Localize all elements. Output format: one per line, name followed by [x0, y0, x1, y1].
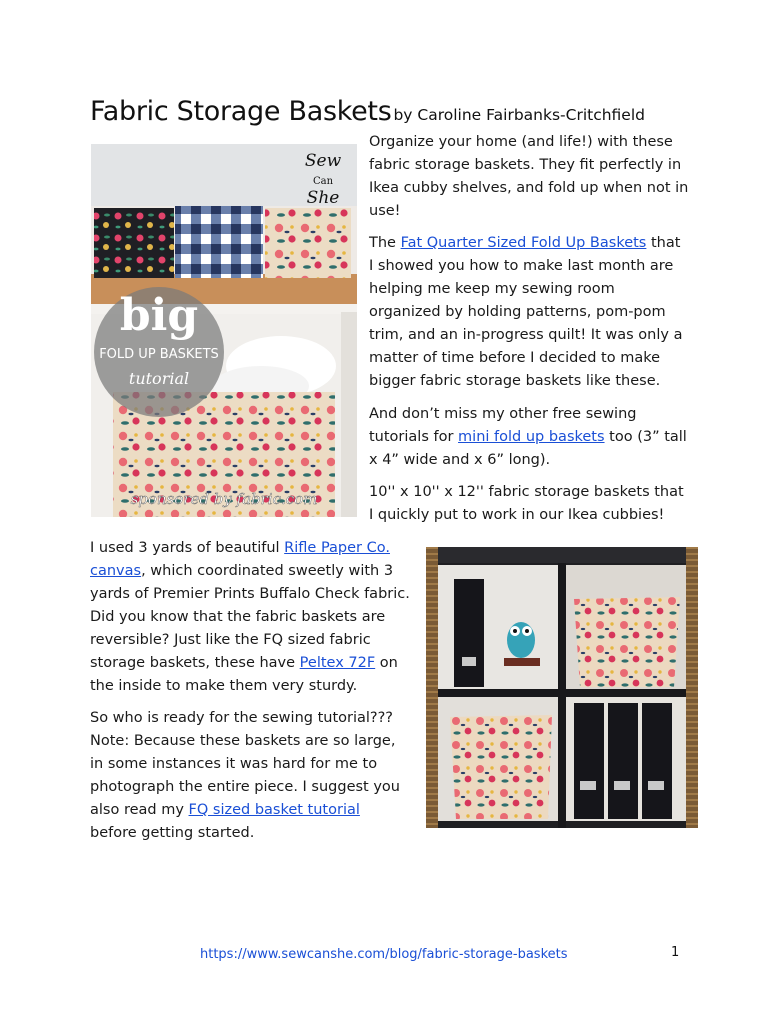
- canvas-post: on the inside to make them very sturdy.: [90, 655, 398, 694]
- mini-fold-up-baskets-link[interactable]: mini fold up baskets: [458, 429, 605, 445]
- ready-post: before getting started.: [90, 825, 255, 841]
- ready-pre: So who is ready for the sewing tutorial??? Note: Because these baskets are so large, in some instances it was hard for me to photograph the entire piece. I suggest you also read my: [90, 710, 400, 818]
- mini-baskets-paragraph: [369, 403, 689, 472]
- fq-pre: The: [369, 235, 401, 251]
- page-title: Fabric Storage Baskets: [90, 96, 392, 127]
- sponsor-text: sponsored by fabric.com: [130, 490, 318, 508]
- fq-baskets-paragraph: [369, 232, 689, 393]
- fq-basket-tutorial-link[interactable]: FQ sized basket tutorial: [188, 802, 360, 818]
- badge-big-text: big: [119, 290, 199, 341]
- photo-basket-collage: [91, 144, 357, 517]
- badge-line-text: FOLD UP BASKETS: [99, 347, 219, 362]
- peltex-72f-link[interactable]: Peltex 72F: [299, 655, 376, 671]
- title-row: [90, 96, 645, 127]
- rifle-paper-canvas-link[interactable]: Rifle Paper Co. canvas: [90, 540, 390, 579]
- fat-quarter-baskets-link[interactable]: Fat Quarter Sized Fold Up Baskets: [400, 235, 647, 251]
- badge-tutorial-text: tutorial: [128, 369, 190, 388]
- mini-pre: And don’t miss my other free sewing tutorials for: [369, 406, 637, 445]
- byline: by Caroline Fairbanks-Critchfield: [393, 106, 645, 124]
- mini-post: too (3” tall x 4” wide and x 6” long).: [369, 429, 687, 468]
- footer-url[interactable]: https://www.sewcanshe.com/blog/fabric-storage-baskets: [200, 947, 568, 962]
- caption-text: 10'' x 10'' x 12'' fabric storage baskets that I quickly put to work in our Ikea cubbies!: [369, 484, 684, 523]
- intro-text: Organize your home (and life!) with these fabric storage baskets. They fit perfectly in Ikea cubby shelves, and fold up when not in use!: [369, 134, 689, 219]
- cubby-caption: [369, 481, 689, 527]
- logo-line1: Sew: [304, 151, 342, 171]
- fq-post: that I showed you how to make last month are helping me keep my sewing room organized by holding patterns, pom-pom trim, and an in-progress quilt! It was only a matter of time before I decided to make bigger fabric storage baskets like these.: [369, 235, 683, 389]
- logo-line2: Can: [312, 176, 334, 187]
- page-number: 1: [671, 945, 680, 960]
- sewing-tutorial-paragraph: [90, 707, 410, 845]
- collage-illustration: [91, 144, 357, 517]
- logo-line3: She: [306, 188, 340, 208]
- photo-ikea-cubbies: [426, 547, 698, 828]
- intro-paragraph: [369, 131, 689, 223]
- canvas-pre: I used 3 yards of beautiful: [90, 540, 285, 556]
- canvas-paragraph: [90, 537, 416, 698]
- canvas-mid: , which coordinated sweetly with 3 yards of Premier Prints Buffalo Check fabric. Did you know that the fabric baskets are reversible? Just like the FQ sized fabric storage baskets, these have: [90, 563, 410, 671]
- cubby-illustration: [426, 547, 698, 828]
